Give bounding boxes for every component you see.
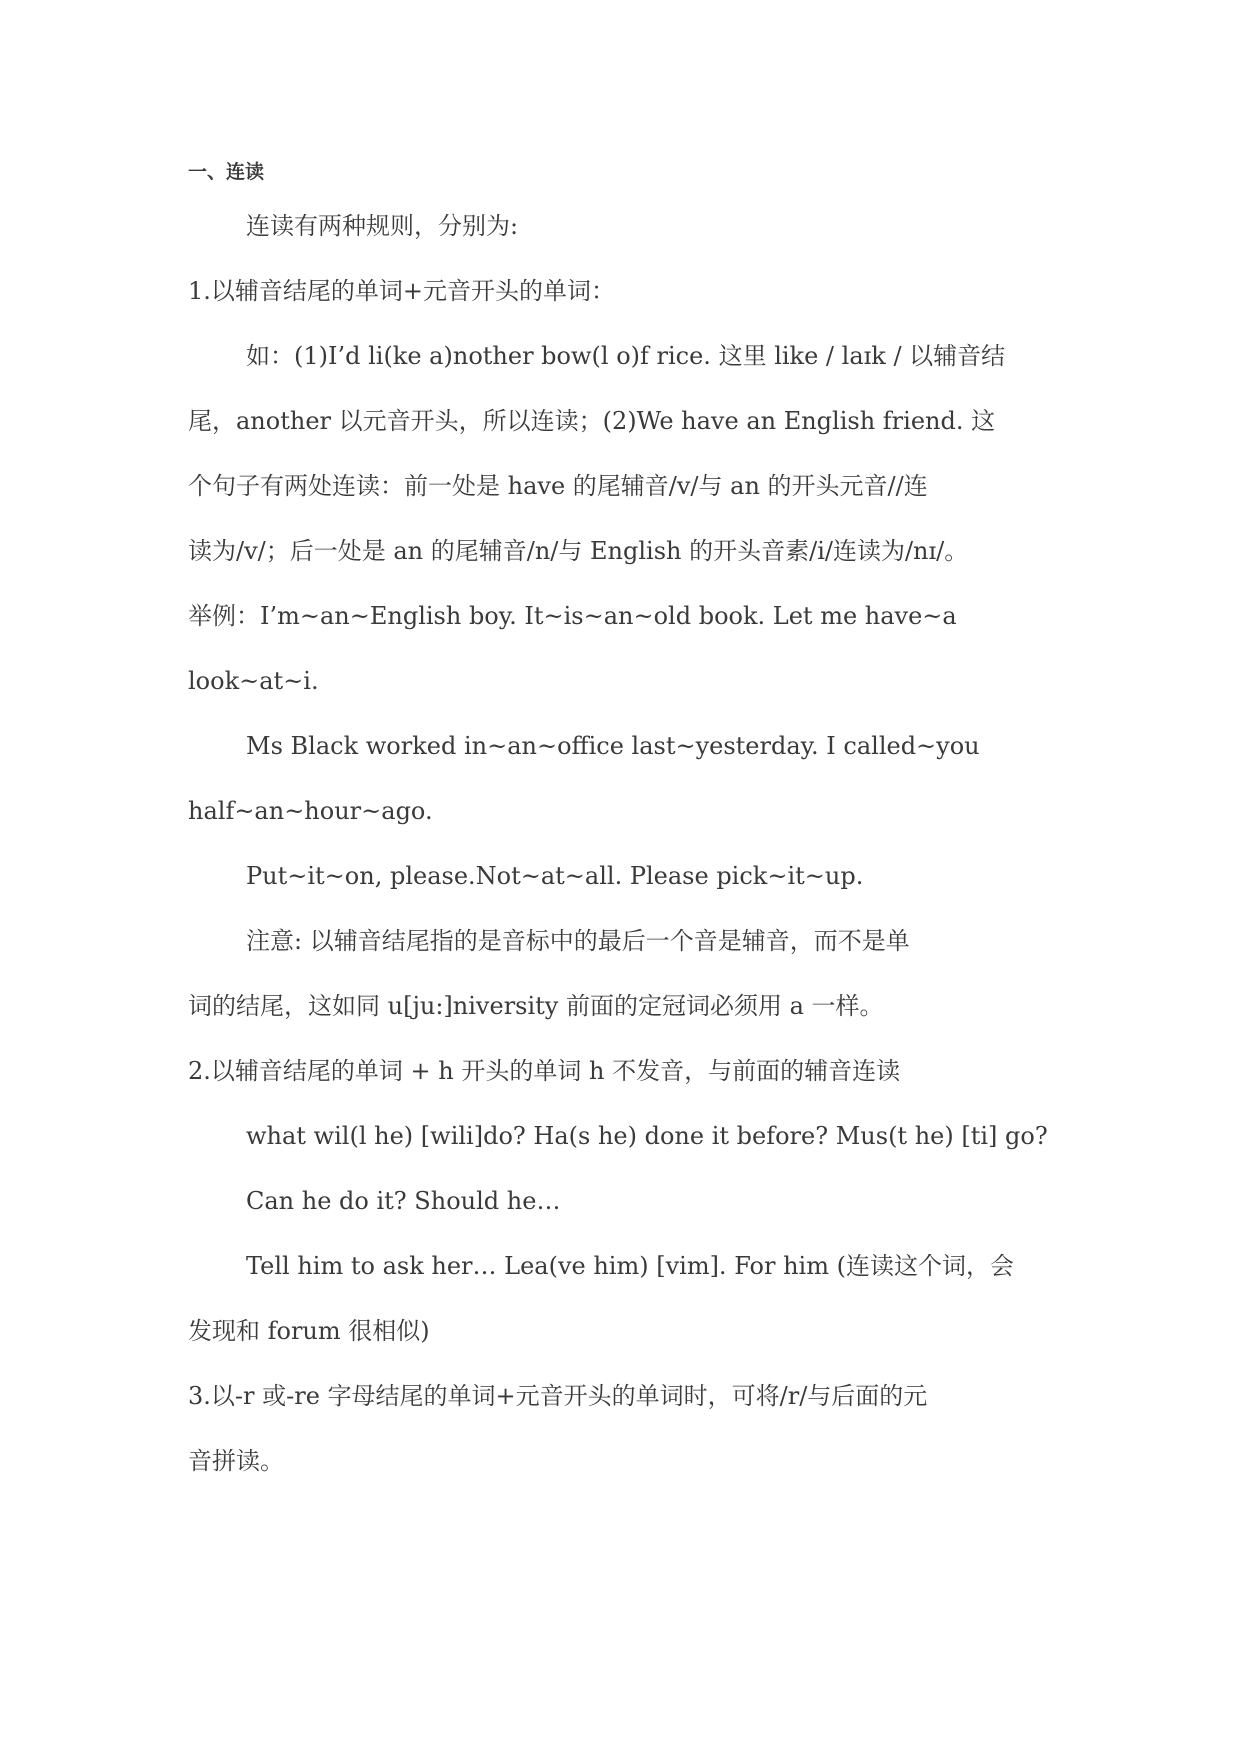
rule-3-title-line-2: 音拼读。 [188,1447,284,1475]
rule-1-list-line-5: Put~it~on, please.Not~at~all. Please pick~it~up. [246,862,864,890]
document-body [188,160,1068,1494]
rule-1-list-line-4: half~an~hour~ago. [188,797,433,825]
rule-1-note-line-1: 注意: 以辅音结尾指的是音标中的最后一个音是辅音，而不是单 [246,927,910,955]
rule-1-title: 1.以辅音结尾的单词+元音开头的单词： [188,277,616,305]
intro-line: 连读有两种规则，分别为: [246,212,519,240]
rule-1-example-line-4: 读为/v/；后一处是 an 的尾辅音/n/与 English 的开头音素/i/连读为/nɪ/。 [188,537,969,565]
rule-1-example-line-2: 尾，another 以元音开头，所以连读；(2)We have an English friend. 这 [188,407,996,435]
rule-3-title-line-1: 3.以-r 或-re 字母结尾的单词+元音开头的单词时，可将/r/与后面的元 [188,1382,928,1410]
rule-1-list-line-3: Ms Black worked in~an~office last~yesterday. I called~you [246,732,980,760]
rule-1-list-line-1: 举例：I’m~an~English boy. It~is~an~old book. Let me have~a [188,602,957,630]
rule-2-title: 2.以辅音结尾的单词 + h 开头的单词 h 不发音，与前面的辅音连读 [188,1057,901,1085]
rule-2-example-line-1: what wil(l he) [wili]do? Ha(s he) done it before? Mus(t he) [ti] go? [246,1122,1048,1150]
rule-1-example-line-1: 如：(1)I’d li(ke a)nother bow(l o)f rice. 这里 like / laɪk / 以辅音结 [246,342,1006,370]
section-heading: 一、连读 [188,161,265,183]
rule-2-example-line-3: Tell him to ask her… Lea(ve him) [vim]. For him (连读这个词，会 [246,1252,1014,1280]
rule-1-note-line-2: 词的结尾，这如同 u[ju:]niversity 前面的定冠词必须用 a 一样。 [188,992,884,1020]
rule-1-example-line-3: 个句子有两处连读：前一处是 have 的尾辅音/v/与 an 的开头元音//连 [188,472,928,500]
rule-2-example-line-2: Can he do it? Should he… [246,1187,561,1215]
rule-1-list-line-2: look~at~i. [188,667,319,695]
rule-2-example-line-4: 发现和 forum 很相似) [188,1317,430,1345]
